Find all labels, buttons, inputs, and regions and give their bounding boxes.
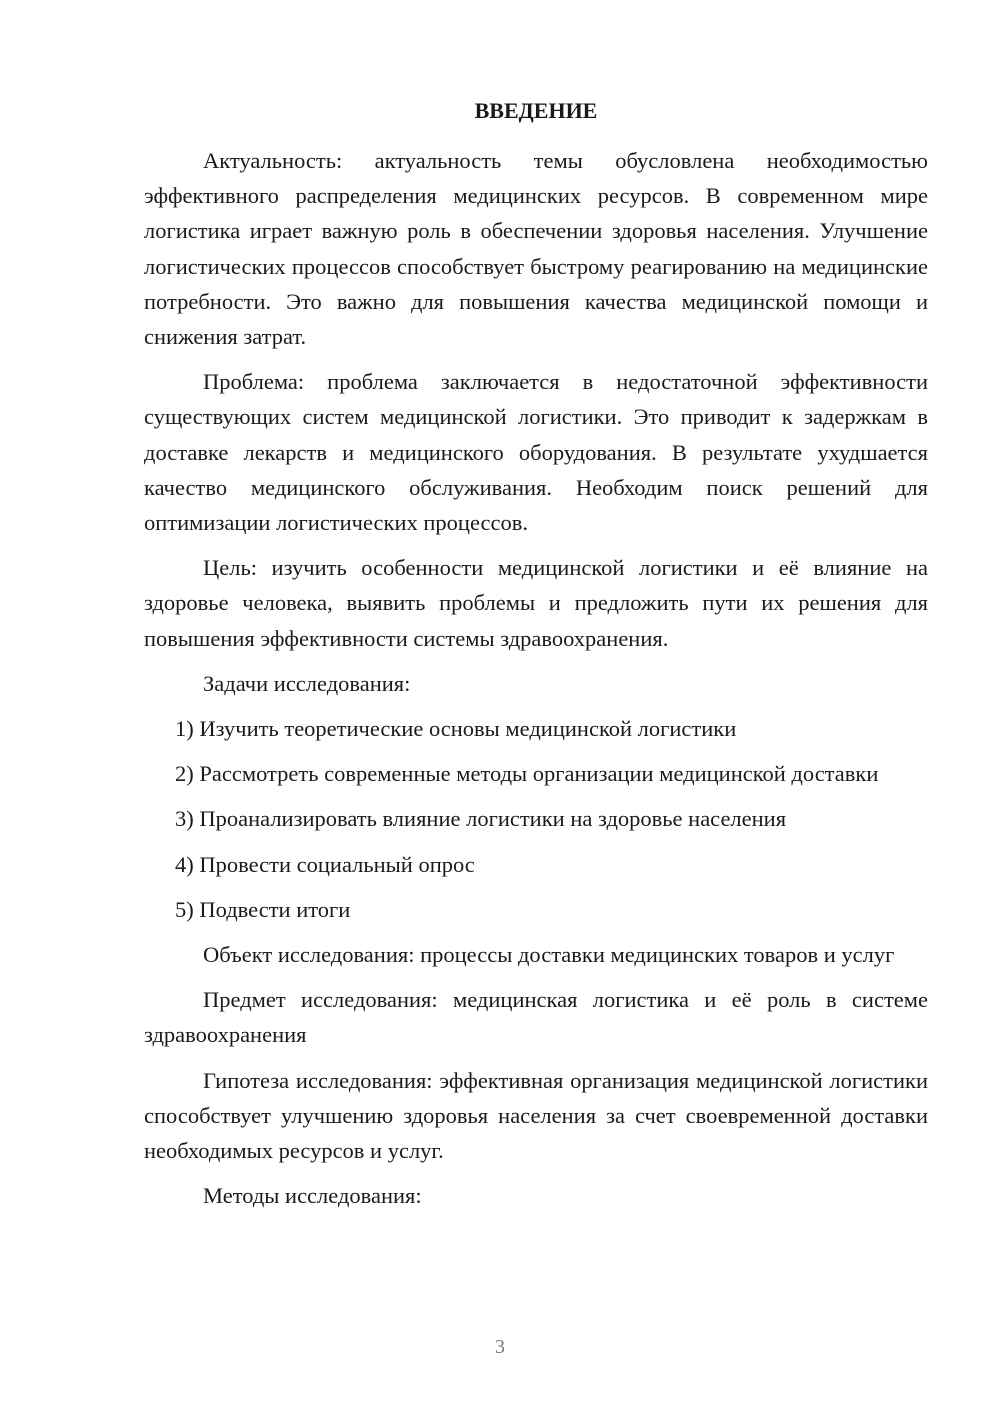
- task-item-3: 3) Проанализировать влияние логистики на здоровье населения: [175, 806, 787, 832]
- paragraph-methods: Методы исследования:: [203, 1183, 422, 1209]
- paragraph-subject: Предмет исследования: медицинская логистика и её роль в системе здравоохранения: [144, 987, 928, 1048]
- document-body: [144, 143, 928, 1223]
- task-item-5: 5) Подвести итоги: [175, 896, 351, 922]
- task-item-1: 1) Изучить теоретические основы медицинской логистики: [175, 716, 737, 742]
- paragraph-tasks-heading: Задачи исследования:: [203, 670, 411, 696]
- task-item-4: 4) Провести социальный опрос: [175, 851, 475, 877]
- page-number: 3: [495, 1336, 505, 1358]
- paragraph-object: Объект исследования: процессы доставки медицинских товаров и услуг: [203, 942, 895, 968]
- section-title: ВВЕДЕНИЕ: [474, 98, 598, 123]
- task-item-2: 2) Рассмотреть современные методы организации медицинской доставки: [175, 761, 879, 787]
- paragraph-goal: Цель: изучить особенности медицинской логистики и её влияние на здоровье человека, выявить проблемы и предложить пути их решения для повышения эффективности системы здравоохранения.: [144, 555, 928, 651]
- paragraph-problem: Проблема: проблема заключается в недостаточной эффективности существующих систем медицинской логистики. Это приводит к задержкам в доставке лекарств и медицинского оборудования. В результате ухудшается качество медицинского обслуживания. Необходим поиск решений для оптимизации логистических процессов.: [144, 369, 928, 536]
- paragraph-hypothesis: Гипотеза исследования: эффективная организация медицинской логистики способствует улучшению здоровья населения за счет своевременной доставки необходимых ресурсов и услуг.: [144, 1067, 928, 1164]
- paragraph-relevance: Актуальность: актуальность темы обусловлена необходимостью эффективного распределения медицинских ресурсов. В современном мире логистика играет важную роль в обеспечении здоровья населения. Улучшение логистических процессов способствует быстрому реагированию на медицинские потребности. Это важно для повышения качества медицинской помощи и снижения затрат.: [144, 148, 928, 350]
